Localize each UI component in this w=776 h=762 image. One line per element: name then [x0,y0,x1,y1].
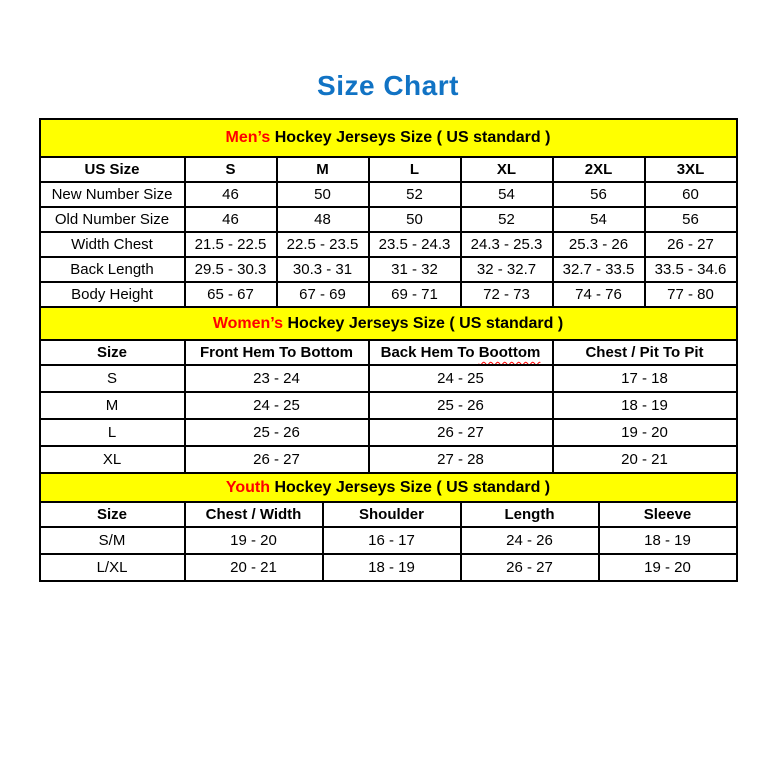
table-cell: 25 - 26 [185,419,369,446]
row-label: L [40,419,185,446]
table-row [40,554,737,581]
column-header: L [369,157,461,182]
table-cell: 20 - 21 [553,446,737,473]
column-header: US Size [40,157,185,182]
table-row [40,257,737,282]
table-cell: 26 - 27 [185,446,369,473]
table-cell: 29.5 - 30.3 [185,257,277,282]
table-cell: 27 - 28 [369,446,553,473]
mens-size-table [39,118,738,308]
table-cell: 24 - 25 [369,365,553,392]
table-cell: 26 - 27 [369,419,553,446]
youth-band-row [40,473,737,502]
column-header: XL [461,157,553,182]
table-cell: 32.7 - 33.5 [553,257,645,282]
table-cell: 17 - 18 [553,365,737,392]
row-label: Width Chest [40,232,185,257]
youth-header-row [40,502,737,527]
table-row [40,365,737,392]
table-cell: 60 [645,182,737,207]
table-cell: 19 - 20 [185,527,323,554]
table-cell: 56 [645,207,737,232]
row-label: Back Length [40,257,185,282]
youth-table-caption [40,473,737,502]
youth-caption-text: Hockey Jerseys Size ( US standard ) [274,478,551,496]
column-header: Sleeve [599,502,737,527]
table-cell: 54 [553,207,645,232]
table-row [40,446,737,473]
column-header: Chest / Pit To Pit [553,340,737,365]
row-label: L/XL [40,554,185,581]
table-cell: 26 - 27 [461,554,599,581]
table-cell: 20 - 21 [185,554,323,581]
table-cell: 18 - 19 [553,392,737,419]
table-cell: 25 - 26 [369,392,553,419]
table-cell: 21.5 - 22.5 [185,232,277,257]
table-cell: 54 [461,182,553,207]
column-header: Size [40,340,185,365]
table-row [40,419,737,446]
mens-table-caption [40,119,737,157]
table-row [40,232,737,257]
mens-band-row [40,119,737,157]
table-row [40,182,737,207]
table-cell: 67 - 69 [277,282,369,307]
table-cell: 69 - 71 [369,282,461,307]
table-row [40,527,737,554]
table-cell: 26 - 27 [645,232,737,257]
mens-caption-text: Hockey Jerseys Size ( US standard ) [274,129,551,146]
table-cell: 22.5 - 23.5 [277,232,369,257]
youth-size-table [39,472,738,582]
table-cell: 16 - 17 [323,527,461,554]
table-cell: 24 - 26 [461,527,599,554]
table-cell: 74 - 76 [553,282,645,307]
column-header: M [277,157,369,182]
table-cell: 23 - 24 [185,365,369,392]
womens-size-table [39,306,738,474]
column-header: 3XL [645,157,737,182]
womens-band-row [40,307,737,340]
row-label: S/M [40,527,185,554]
table-cell: 50 [277,182,369,207]
womens-header-row [40,340,737,365]
table-cell: 50 [369,207,461,232]
table-cell: 33.5 - 34.6 [645,257,737,282]
row-label: New Number Size [40,182,185,207]
mens-caption-accent: Men’s [225,129,271,146]
table-cell: 23.5 - 24.3 [369,232,461,257]
row-label: Body Height [40,282,185,307]
misspelled-word: Boottom [478,344,541,361]
size-chart-page [0,70,776,582]
table-cell: 77 - 80 [645,282,737,307]
table-cell: 46 [185,207,277,232]
mens-header-row [40,157,737,182]
womens-caption-accent: Women’s [212,314,284,332]
table-cell: 24.3 - 25.3 [461,232,553,257]
column-header: Chest / Width [185,502,323,527]
table-cell: 65 - 67 [185,282,277,307]
table-cell: 52 [461,207,553,232]
table-row [40,282,737,307]
womens-table-caption [40,307,737,340]
table-cell: 30.3 - 31 [277,257,369,282]
table-cell: 48 [277,207,369,232]
table-cell: 19 - 20 [553,419,737,446]
table-row [40,207,737,232]
table-cell: 72 - 73 [461,282,553,307]
tables-container [39,118,738,582]
row-label: Old Number Size [40,207,185,232]
table-cell: 46 [185,182,277,207]
column-header-text: Back Hem To [380,344,475,361]
table-cell: 25.3 - 26 [553,232,645,257]
table-cell: 32 - 32.7 [461,257,553,282]
column-header: 2XL [553,157,645,182]
column-header-with-typo [369,340,553,365]
column-header: Front Hem To Bottom [185,340,369,365]
womens-caption-text: Hockey Jerseys Size ( US standard ) [287,314,564,332]
column-header: Length [461,502,599,527]
table-cell: 24 - 25 [185,392,369,419]
table-cell: 18 - 19 [599,527,737,554]
row-label: S [40,365,185,392]
column-header: Size [40,502,185,527]
table-cell: 19 - 20 [599,554,737,581]
row-label: M [40,392,185,419]
table-row [40,392,737,419]
table-cell: 31 - 32 [369,257,461,282]
column-header: S [185,157,277,182]
page-title: Size Chart [317,70,459,101]
table-cell: 56 [553,182,645,207]
youth-caption-accent: Youth [225,478,270,496]
table-cell: 18 - 19 [323,554,461,581]
row-label: XL [40,446,185,473]
table-cell: 52 [369,182,461,207]
column-header: Shoulder [323,502,461,527]
